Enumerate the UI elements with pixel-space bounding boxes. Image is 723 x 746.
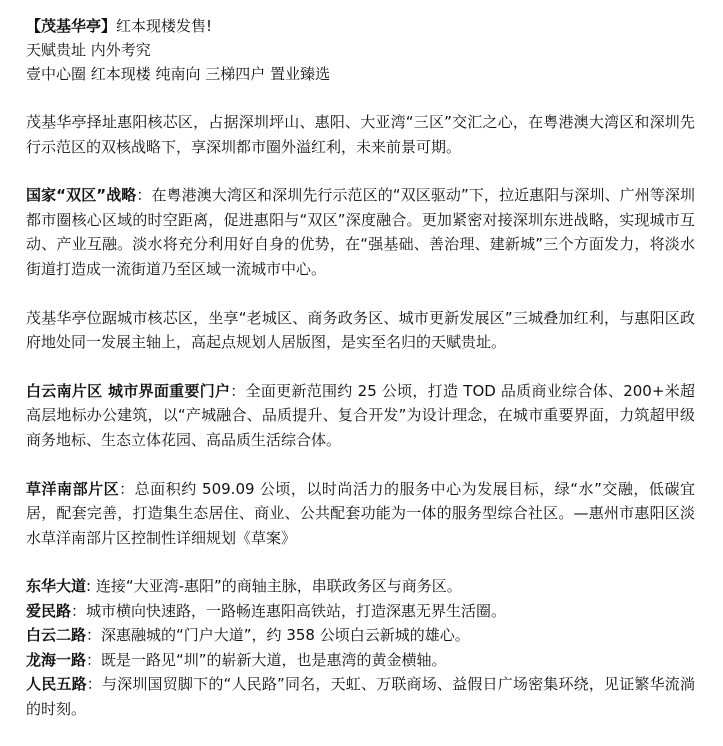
- road-item: [26, 574, 695, 599]
- section-dual-zone: [26, 183, 695, 281]
- road-desc: ：深惠融城的“门户大道”，约 358 公顷白云新城的雄心。: [86, 626, 470, 645]
- road-desc: ：城市横向快速路，一路畅连惠阳高铁站，打造深惠无界生活圈。: [71, 601, 507, 620]
- road-name: 东华大道: [26, 577, 87, 596]
- road-list: [26, 574, 695, 721]
- section-title: 国家“双区”战略: [26, 186, 137, 205]
- road-item: [26, 623, 695, 648]
- section-body: ：在粤港澳大湾区和深圳先行示范区的“双区驱动”下，拉近惠阳与深圳、广州等深圳都市圈核心区域的时空距离，促进惠阳与“双区”深度融合。更加紧密对接深圳东进战略，实现城市互动、产业互融。淡水将充分利用好自身的优势，在“强基础、善治理、建新城”三个方面发力，将淡水街道打造成一流街道乃至区域一流城市中心。: [26, 186, 696, 278]
- road-name: 龙海一路: [26, 650, 87, 669]
- road-desc: : 连接“大亚湾-惠阳”的商轴主脉，串联政务区与商务区。: [86, 577, 462, 596]
- section-title: 白云南片区 城市界面重要门户: [26, 381, 231, 400]
- road-desc: ：既是一路见“圳”的崭新大道，也是惠湾的黄金横轴。: [86, 650, 447, 669]
- brand-name: 【茂基华亭】: [26, 17, 117, 35]
- road-name: 人民五路: [26, 675, 87, 694]
- section-core-location: 茂基华亭位踞城市核芯区，坐享“老城区、商务政务区、城市更新发展区”三城叠加红利，与惠阳区政府地处同一发展主轴上，高起点规划人居版图，是实至名归的天赋贵址。: [26, 308, 695, 352]
- headline-rest: 红本现楼发售!: [116, 17, 213, 35]
- tagline-1: 天赋贵址 内外考究: [26, 41, 151, 59]
- tagline-2: 壹中心圈 红本现楼 纯南向 三梯四户 置业臻选: [26, 65, 331, 83]
- road-name: 爱民路: [26, 601, 72, 620]
- road-item: [26, 599, 695, 624]
- section-title: 草洋南部片区: [26, 479, 120, 498]
- section-caoyang-south: [26, 477, 695, 551]
- section-baiyun-south: [26, 379, 695, 453]
- road-item: [26, 648, 695, 673]
- road-name: 白云二路: [26, 626, 87, 645]
- road-item: [26, 672, 695, 721]
- section-body: ：总面积约 509.09 公顷，以时尚活力的服务中心为发展目标，绿“水”交融，低碳宜居，配套完善，打造集生态居住、商业、公共配套功能为一体的服务型综合社区。—惠州市惠阳区淡水草洋南部片区控制性详细规划《草案》: [26, 479, 695, 547]
- intro-paragraph: 茂基华亭择址惠阳核芯区，占据深圳坪山、惠阳、大亚湾“三区”交汇之心，在粤港澳大湾区和深圳先行示范区的双核战略下，享深圳都市圈外溢红利，未来前景可期。: [26, 113, 695, 156]
- road-desc: ：与深圳国贸脚下的“人民路”同名，天虹、万联商场、益假日广场密集环绕，见证繁华流淌的时刻。: [26, 675, 695, 718]
- headline: [26, 14, 695, 38]
- section-body: ：全面更新范围约 25 公顷，打造 TOD 品质商业综合体、200+米超高层地标办公建筑，以“产城融合、品质提升、复合开发”为设计理念，在城市重要界面，力筑超甲级商务地标、生态立体花园、高品质生活综合体。: [26, 381, 695, 449]
